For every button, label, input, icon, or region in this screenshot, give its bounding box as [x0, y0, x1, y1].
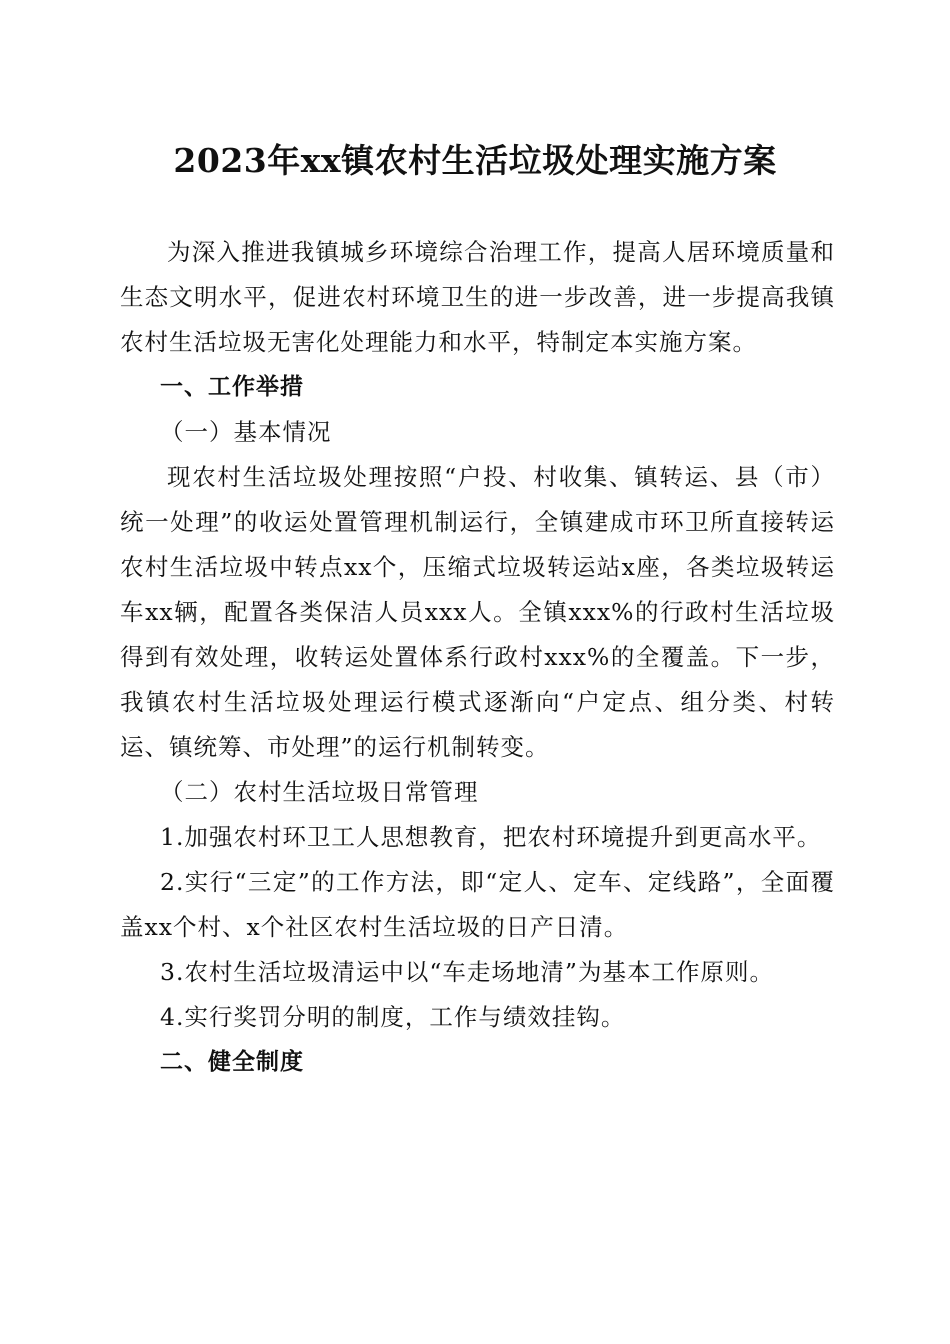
basic-situation-paragraph: 现农村生活垃圾处理按照“户投、村收集、镇转运、县（市）统一处理”的收运处置管理机制运行，全镇建成市环卫所直接转运农村生活垃圾中转点xx个，压缩式垃圾转运站x座，各类垃圾转运车xx辆，配置各类保洁人员xxx人。全镇xxx%的行政村生活垃圾得到有效处理，收转运处置体系行政村xxx%的全覆盖。下一步，我镇农村生活垃圾处理运行模式逐渐向“户定点、组分类、村转运、镇统筹、市处理”的运行机制转变。 — [120, 463, 835, 761]
document-title: 2023年xx镇农村生活垃圾处理实施方案 — [173, 141, 777, 180]
subsection-heading-daily-management: （二）农村生活垃圾日常管理 — [160, 778, 479, 806]
section-heading-systems: 二、健全制度 — [160, 1049, 304, 1075]
list-item: 1.加强农村环卫工人思想教育，把农村环境提升到更高水平。 — [160, 823, 822, 851]
list-item: 3.农村生活垃圾清运中以“车走场地清”为基本工作原则。 — [160, 958, 774, 986]
list-item: 4.实行奖罚分明的制度，工作与绩效挂钩。 — [160, 1003, 626, 1031]
intro-paragraph: 为深入推进我镇城乡环境综合治理工作，提高人居环境质量和生态文明水平，促进农村环境卫生的进一步改善，进一步提高我镇农村生活垃圾无害化处理能力和水平，特制定本实施方案。 — [120, 238, 835, 356]
subsection-heading-basic-situation: （一）基本情况 — [160, 418, 332, 446]
section-heading-measures: 一、工作举措 — [160, 374, 304, 400]
document-body — [120, 230, 835, 1085]
list-item: 2.实行“三定”的工作方法，即“定人、定车、定线路”，全面覆盖xx个村、x个社区农村生活垃圾的日产日清。 — [120, 868, 835, 941]
